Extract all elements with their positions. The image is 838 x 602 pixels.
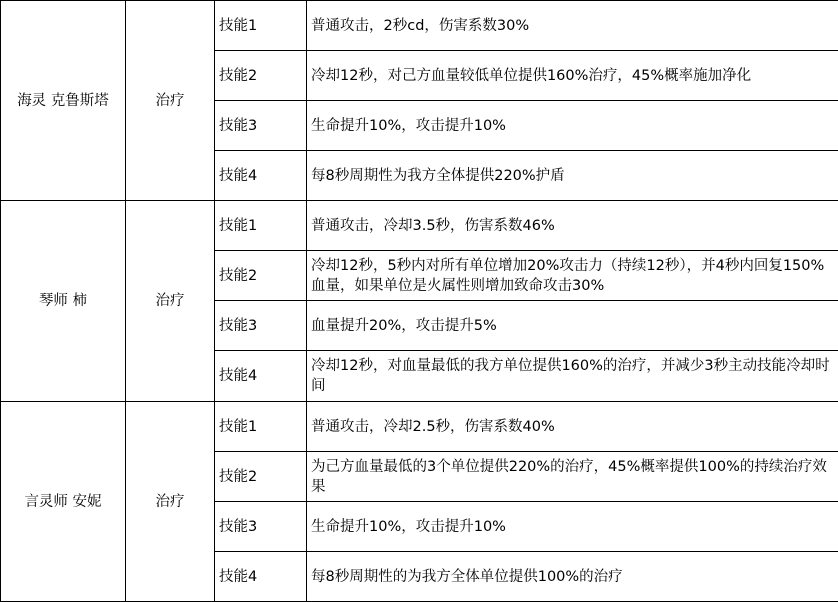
skill-description: 每8秒周期性为我方全体提供220%护盾: [307, 151, 838, 201]
skill-description: 为己方血量最低的3个单位提供220%的治疗，45%概率提供100%的持续治疗效果: [307, 452, 838, 502]
skill-label: 技能3: [215, 502, 307, 552]
table-row: [1, 201, 838, 251]
character-name: 海灵 克鲁斯塔: [1, 1, 126, 201]
skill-description: 血量提升20%，攻击提升5%: [307, 301, 838, 351]
skill-label: 技能2: [215, 452, 307, 502]
skill-label: 技能4: [215, 151, 307, 201]
skill-description: 普通攻击，冷却3.5秒，伤害系数46%: [307, 201, 838, 251]
skill-description: 普通攻击，2秒cd，伤害系数30%: [307, 1, 838, 51]
character-name: 言灵师 安妮: [1, 402, 126, 602]
skill-label: 技能3: [215, 301, 307, 351]
character-name: 琴师 柿: [1, 201, 126, 402]
skill-label: 技能2: [215, 51, 307, 101]
skill-label: 技能4: [215, 351, 307, 402]
skill-description: 普通攻击，冷却2.5秒，伤害系数40%: [307, 402, 838, 452]
skill-label: 技能1: [215, 1, 307, 51]
character-role: 治疗: [126, 1, 215, 201]
table-row: [1, 1, 838, 51]
skill-description: 冷却12秒，对己方血量较低单位提供160%治疗，45%概率施加净化: [307, 51, 838, 101]
table-row: [1, 402, 838, 452]
character-role: 治疗: [126, 201, 215, 402]
character-role: 治疗: [126, 402, 215, 602]
skill-label: 技能1: [215, 402, 307, 452]
skill-description: 每8秒周期性的为我方全体单位提供100%的治疗: [307, 552, 838, 602]
skill-label: 技能1: [215, 201, 307, 251]
skill-description: 冷却12秒，5秒内对所有单位增加20%攻击力（持续12秒），并4秒内回复150%血量，如果单位是火属性则增加致命攻击30%: [307, 251, 838, 301]
skill-description: 生命提升10%，攻击提升10%: [307, 101, 838, 151]
skill-label: 技能3: [215, 101, 307, 151]
skill-description: 生命提升10%，攻击提升10%: [307, 502, 838, 552]
skill-label: 技能4: [215, 552, 307, 602]
skill-description: 冷却12秒，对血量最低的我方单位提供160%的治疗，并减少3秒主动技能冷却时间: [307, 351, 838, 402]
skill-label: 技能2: [215, 251, 307, 301]
